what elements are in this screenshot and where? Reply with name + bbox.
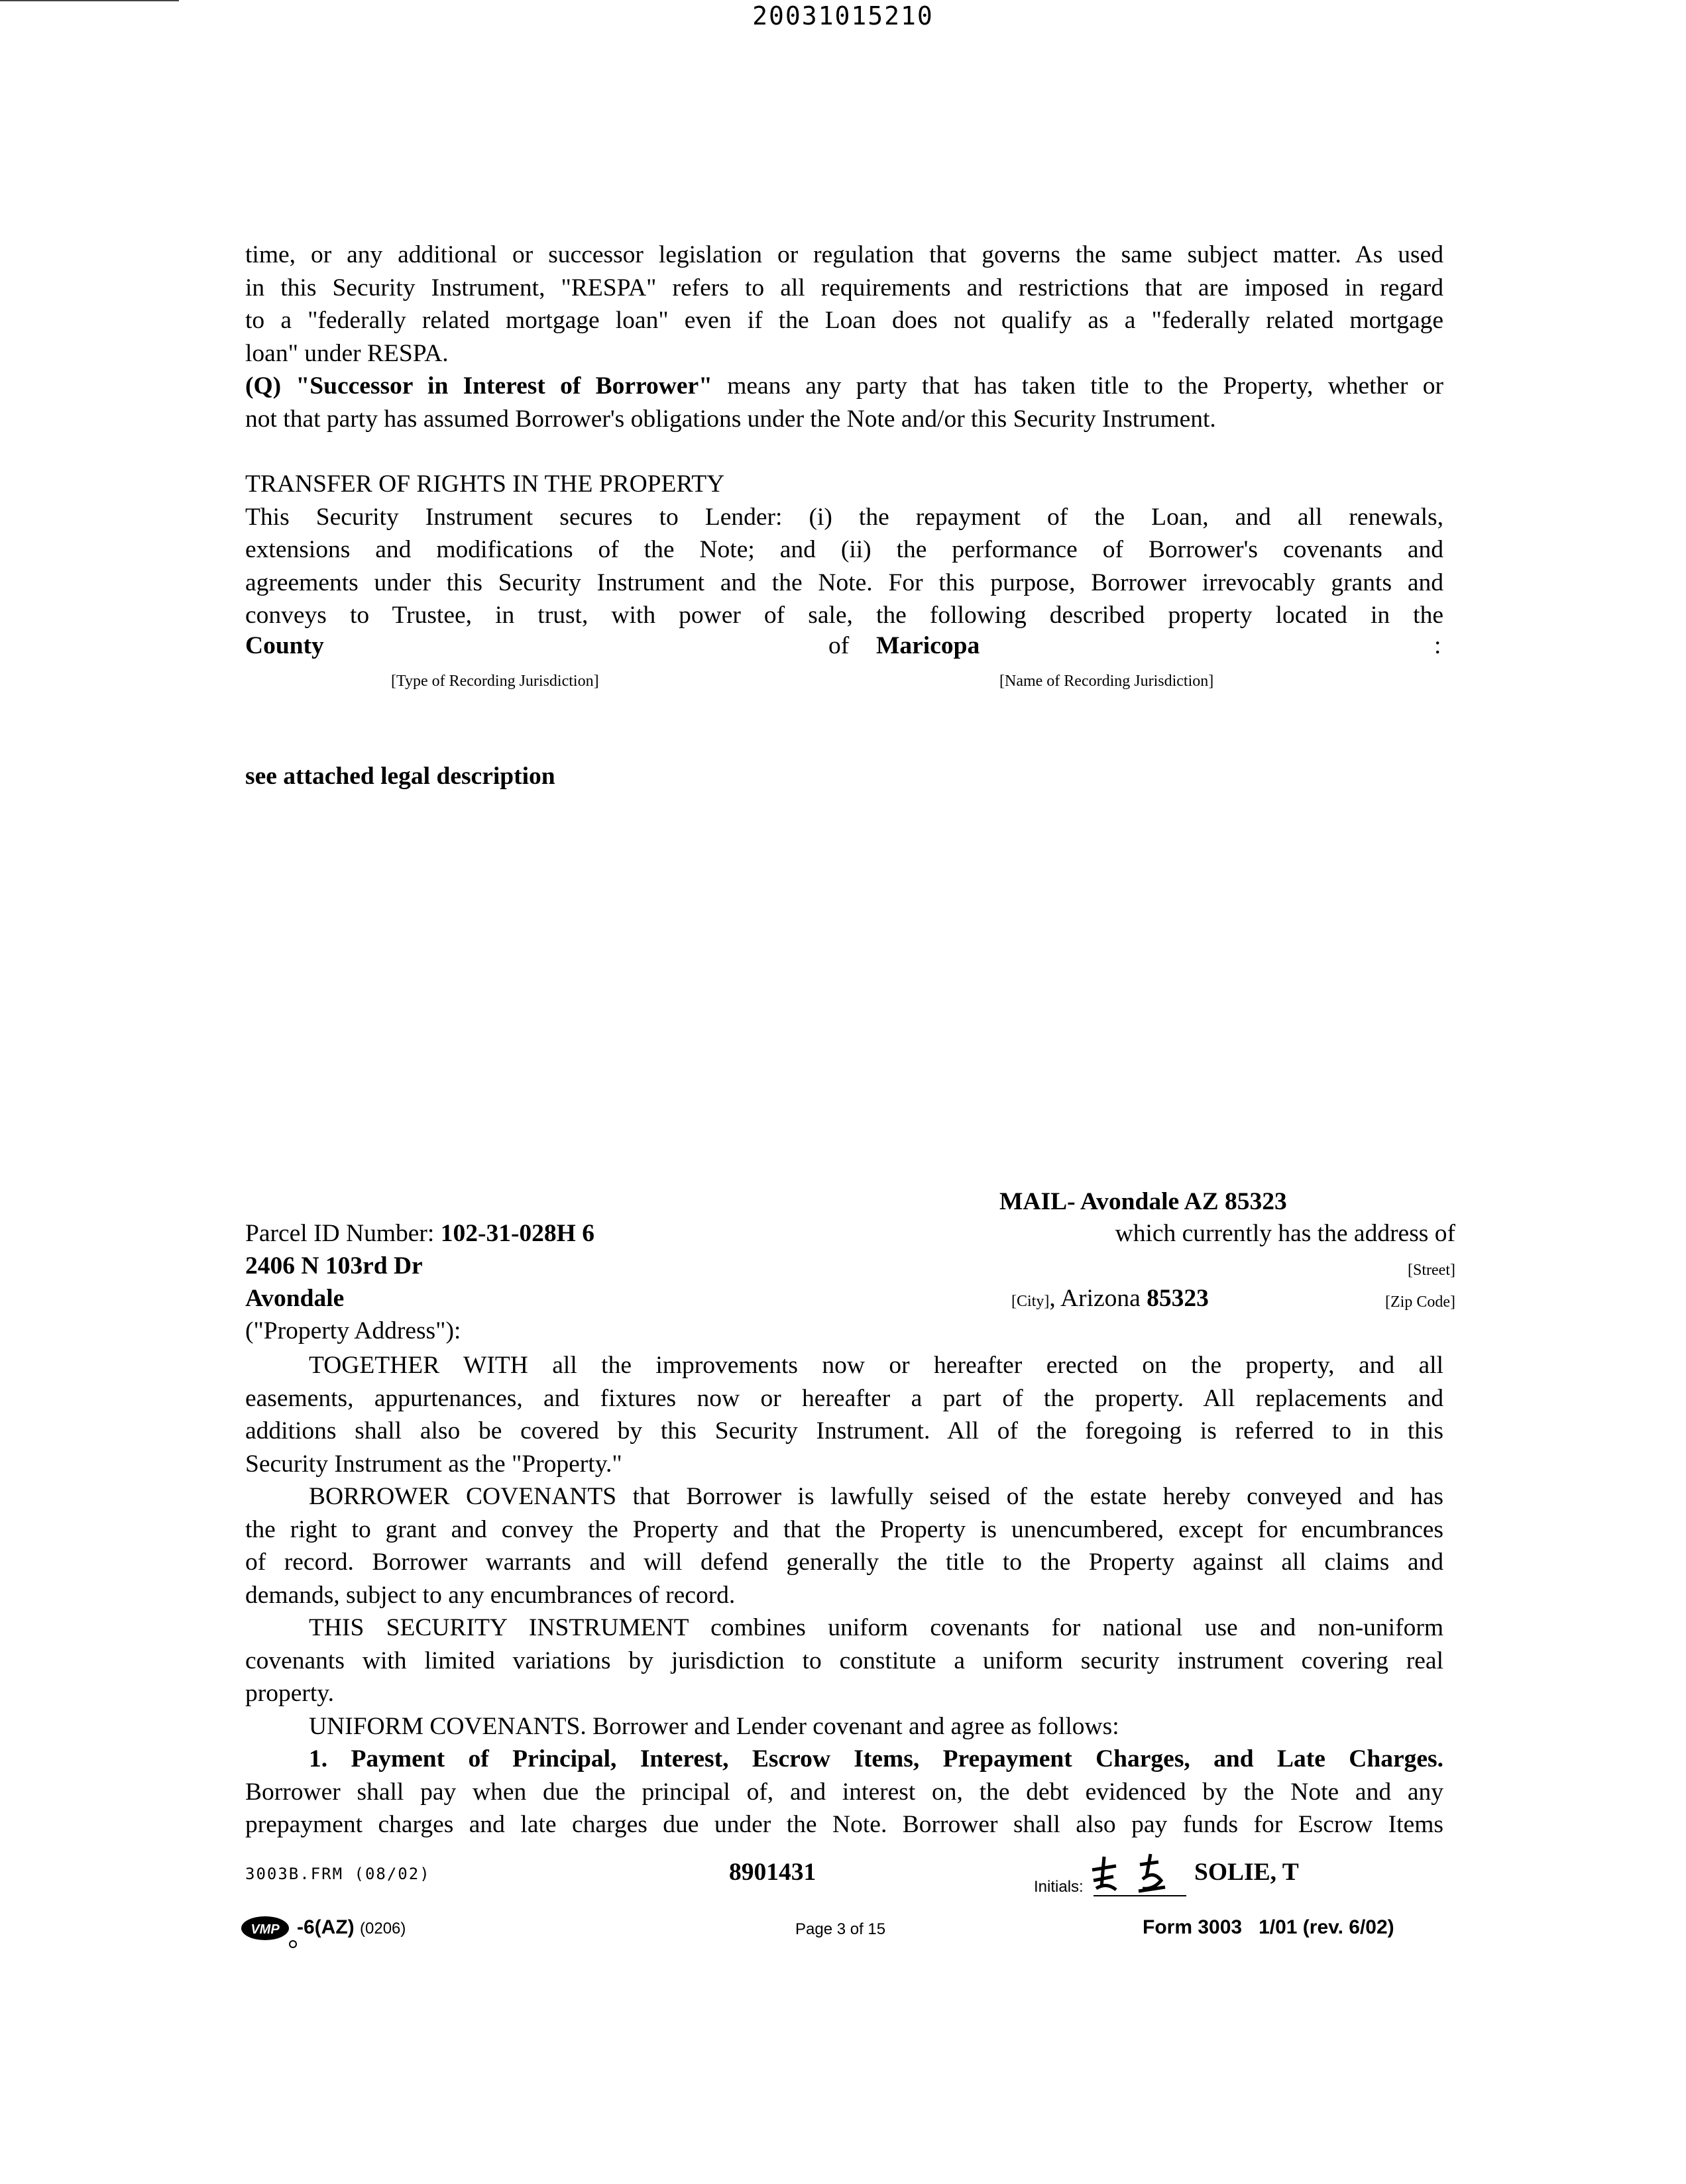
covenants-body: [245, 1349, 1443, 1841]
vmp-logo-icon: [240, 1915, 300, 1948]
successor-line-2: not that party has assumed Borrower's obligations under the Note and/or this Security Instrument.: [245, 405, 1216, 433]
currently-address-text: which currently has the address of: [1115, 1220, 1455, 1247]
city-value: Avondale: [245, 1285, 345, 1312]
together-line-1: TOGETHER WITH all the improvements now or hereafter erected on the property, and all: [309, 1352, 1443, 1379]
parcel-id-number: 102-31-028H 6: [440, 1220, 594, 1247]
successor-definition: means any party that has taken title to the Property, whether or: [712, 372, 1443, 400]
form-file-code: 3003B.FRM (08/02): [245, 1865, 431, 1883]
borrower-covenants-line-1: BORROWER COVENANTS that Borrower is lawfully seised of the estate hereby conveyed and has: [309, 1483, 1443, 1510]
initials-label: Initials:: [1034, 1878, 1084, 1896]
form-code: [297, 1916, 406, 1939]
uniform-covenants-line: UNIFORM COVENANTS. Borrower and Lender covenant and agree as follows:: [309, 1712, 1119, 1740]
jurisdiction-type: County: [245, 632, 324, 659]
security-instrument-line-3: property.: [245, 1680, 334, 1707]
transfer-line-4: conveys to Trustee, in trust, with power of sale, the following described property located in the: [245, 602, 1443, 629]
state-name: , Arizona: [1049, 1285, 1141, 1312]
vmp-logo-text: VMP: [251, 1922, 280, 1937]
transfer-line-1: This Security Instrument secures to Lender: (i) the repayment of the Loan, and all renewals,: [245, 503, 1443, 531]
form-code-date: (0206): [360, 1920, 406, 1938]
borrower-covenants-line-3: of record. Borrower warrants and will defend generally the title to the Property against all claims and: [245, 1549, 1443, 1576]
payment-heading: 1. Payment of Principal, Interest, Escrow Items, Prepayment Charges, and Late Charges.: [309, 1745, 1443, 1773]
parcel-id: [245, 1219, 594, 1248]
street-caption: [Street]: [1408, 1262, 1455, 1279]
jurisdiction-colon: :: [1434, 632, 1441, 659]
successor-term: (Q) "Successor in Interest of Borrower": [245, 372, 712, 400]
jurisdiction-name: Maricopa: [876, 632, 980, 659]
respa-line-4: loan" under RESPA.: [245, 339, 449, 367]
zip-caption: [Zip Code]: [1385, 1293, 1455, 1311]
transfer-heading: TRANSFER OF RIGHTS IN THE PROPERTY: [245, 470, 725, 498]
payment-line-2: prepayment charges and late charges due under the Note. Borrower shall also pay funds for Escrow Items: [245, 1811, 1443, 1838]
form-number: Form 3003 1/01 (rev. 6/02): [1143, 1916, 1394, 1938]
security-instrument-line-1: THIS SECURITY INSTRUMENT combines uniform covenants for national use and non-uniform: [309, 1614, 1443, 1641]
borrower-name: SOLIE, T: [1194, 1859, 1299, 1886]
respa-paragraph: [245, 239, 1443, 435]
mail-address: MAIL- Avondale AZ 85323: [999, 1188, 1287, 1215]
together-line-2: easements, appurtenances, and fixtures now or hereafter a part of the property. All replacements and: [245, 1384, 1443, 1412]
respa-line-2: in this Security Instrument, "RESPA" refers to all requirements and restrictions that are imposed in regard: [245, 274, 1443, 301]
jurisdiction-type-caption: [Type of Recording Jurisdiction]: [391, 673, 599, 690]
vmp-logo: [240, 1915, 300, 1948]
initials-underline: [1094, 1895, 1186, 1896]
jurisdiction-name-caption: [Name of Recording Jurisdiction]: [999, 673, 1214, 690]
street-value: 2406 N 103rd Dr: [245, 1252, 423, 1280]
city-state-zip: [1011, 1284, 1209, 1313]
initials-signature: [1087, 1850, 1186, 1896]
borrower-covenants-line-2: the right to grant and convey the Property and that the Property is unencumbered, except for encumbrances: [245, 1515, 1443, 1543]
zip-value: 85323: [1147, 1285, 1209, 1312]
legal-description: see attached legal description: [245, 763, 555, 790]
together-line-3: additions shall also be covered by this Security Instrument. All of the foregoing is referred to in this: [245, 1417, 1443, 1445]
transfer-line-3: agreements under this Security Instrument and the Note. For this purpose, Borrower irrevocably grants and: [245, 569, 1443, 596]
loan-number: 8901431: [729, 1859, 816, 1886]
borrower-covenants-line-4: demands, subject to any encumbrances of record.: [245, 1581, 736, 1609]
transfer-line-2: extensions and modifications of the Note; and (ii) the performance of Borrower's covenants and: [245, 536, 1443, 563]
security-instrument-line-2: covenants with limited variations by jurisdiction to constitute a uniform security instrument covering real: [245, 1647, 1443, 1674]
form-code-value: -6(AZ): [297, 1916, 355, 1938]
successor-line-1: [245, 370, 1443, 403]
recording-number: 20031015210: [752, 1, 934, 30]
initials-handwriting-icon: [1087, 1850, 1186, 1896]
property-address-label: ("Property Address"):: [245, 1317, 461, 1344]
respa-line-1: time, or any additional or successor legislation or regulation that governs the same subject matter. As used: [245, 241, 1443, 268]
respa-line-3: to a "federally related mortgage loan" even if the Loan does not qualify as a "federally related mortgage: [245, 307, 1443, 334]
page-number: Page 3 of 15: [795, 1920, 886, 1938]
together-line-4: Security Instrument as the "Property.": [245, 1450, 622, 1478]
transfer-section: [245, 468, 1443, 632]
city-caption: [City]: [1011, 1293, 1050, 1310]
parcel-id-label: Parcel ID Number:: [245, 1220, 435, 1247]
payment-line-1: Borrower shall pay when due the principal of, and interest on, the debt evidenced by the Note and any: [245, 1778, 1443, 1806]
jurisdiction-of: of: [828, 632, 850, 659]
